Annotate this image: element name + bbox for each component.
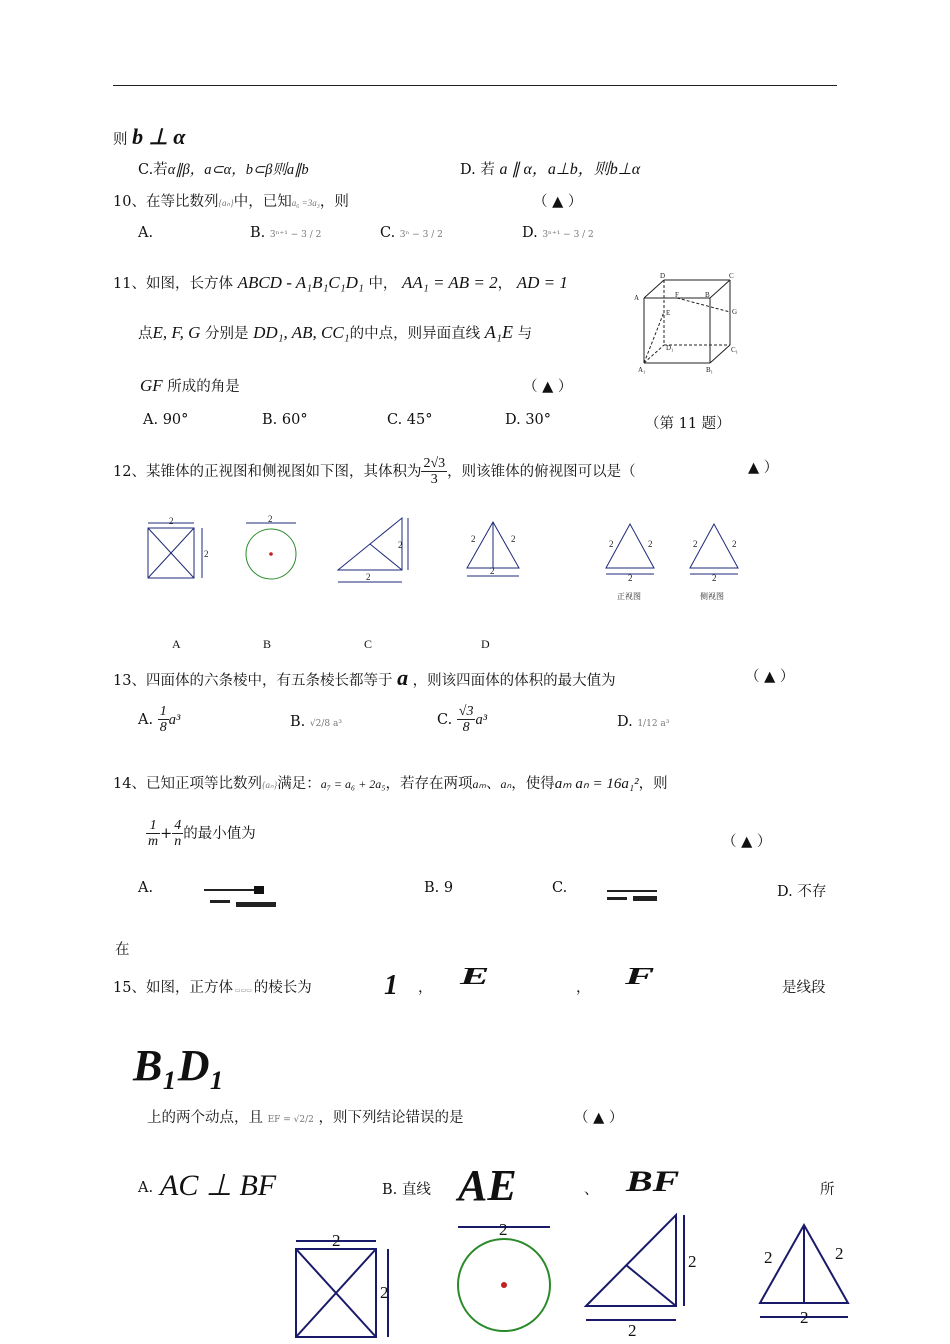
q11-option-b: B. 60° <box>262 412 308 428</box>
q10-option-c <box>380 225 443 241</box>
q11-cond: AA₁ = AB = 2 <box>402 273 498 292</box>
q10-text2: 中，已知 <box>233 194 292 210</box>
front-view-dim-right: 2 <box>648 539 653 549</box>
q15-tail2: 所 <box>820 1182 835 1198</box>
q11-line-gf: GF <box>140 376 163 395</box>
q9-option-c <box>138 158 309 179</box>
q14-text2: 满足： <box>277 776 321 792</box>
big-triangle-inner <box>626 1265 676 1306</box>
q12-volume <box>421 456 447 488</box>
q15-text: 15、如图，正方体 <box>113 980 233 996</box>
q15-line2 <box>147 1106 464 1127</box>
fig-d-dim-label-left: 2 <box>471 534 476 544</box>
q9-tail-text: 则 <box>113 132 128 148</box>
fig-a-dim-label-top: 2 <box>169 516 174 526</box>
q15-opta-math: AC ⊥ BF <box>160 1169 277 1202</box>
front-view-dim-left: 2 <box>609 539 614 549</box>
edge-bc <box>710 280 730 298</box>
q12-stem <box>113 456 636 488</box>
q14-d1: m <box>148 834 159 850</box>
q9-optc-label: C.若 <box>138 162 168 178</box>
big-triangle-dim-label-right: 2 <box>688 1252 697 1271</box>
label-e: E <box>666 309 671 317</box>
q13-text2: ，则该四面体的体积的最大值为 <box>412 673 616 689</box>
q11-line2a: 点 <box>138 326 153 342</box>
fig-d-dim-label-right: 2 <box>511 534 516 544</box>
q11-line3 <box>140 375 240 396</box>
fig-c-dim-label-bottom: 2 <box>366 572 371 582</box>
side-view-dim-bottom: 2 <box>712 573 717 583</box>
q13-opta-num: 1 <box>159 704 167 719</box>
q14-option-b: B. 9 <box>424 880 454 896</box>
side-view-dim-right: 2 <box>732 539 737 549</box>
q11-text2: 中， <box>368 276 398 292</box>
q9-tail-math: b ⊥ α <box>132 124 186 149</box>
q14-sep: 、 <box>485 776 501 792</box>
q11-option-d: D. 30° <box>505 412 552 428</box>
q15-cond: EF = √2/2 <box>267 1115 314 1125</box>
label-a: A <box>634 294 640 302</box>
q14-wrap: 在 <box>115 942 130 958</box>
q14-cond: a₇ = a₆ + 2a₅ <box>320 777 386 791</box>
q14-n1: 1 <box>146 818 160 834</box>
q11-points: E, F, G <box>152 323 201 342</box>
q14-answer-paren: （ ▲ ） <box>722 834 772 850</box>
q13-optc-label: C. <box>437 711 453 728</box>
q12-text: 12、某锥体的正视图和侧视图如下图，其体积为 <box>113 463 422 480</box>
q11-figure-caption: （第 11 题） <box>645 416 731 432</box>
q15-sep: 、 <box>584 1182 599 1198</box>
big-circle-center <box>501 1282 507 1288</box>
label-a1: A₁ <box>638 366 646 374</box>
q10-cond: a₆ =3a₃ <box>291 198 320 208</box>
q15-answer-paren: （ ▲ ） <box>574 1110 624 1126</box>
q10-optb-label: B. <box>250 225 266 241</box>
q11-stem: 11、如图，长方体 ABCD - A₁B₁C₁D₁ 中， AA₁ = AB = 2， AD = 1 <box>113 273 568 292</box>
q10-option-b <box>250 225 321 241</box>
q13-opta-label: A. <box>138 711 154 728</box>
q12-front-caption: 正视图 <box>617 592 641 601</box>
q10-stem <box>113 190 349 211</box>
q13-optb-math: √2/8 a³ <box>309 719 342 729</box>
q13-optc-frac <box>457 704 476 736</box>
fig-a-dim-label-right: 2 <box>204 549 209 559</box>
q10-optd-math: 3ⁿ⁺¹ − 3 / 2 <box>542 230 594 240</box>
q9-optd-label: D. 若 <box>460 162 495 178</box>
q13-option-b <box>290 714 342 730</box>
q13-optc-num: √3 <box>458 704 474 719</box>
q11-line2c: 的中点，则异面直线 <box>349 326 481 342</box>
big-iso-dim-label-bottom: 2 <box>800 1308 809 1327</box>
label-d1: D₁ <box>666 344 674 352</box>
q13-option-d <box>617 714 669 730</box>
q11-cond2: AD = 1 <box>516 273 568 292</box>
q11-line2 <box>138 322 532 343</box>
header-rule <box>113 85 837 86</box>
big-circle-dim-label: 2 <box>499 1220 508 1239</box>
q14-option-d: D. 不存 <box>777 884 827 900</box>
q13-opta-den: 8 <box>159 720 167 736</box>
q14-optc-garbled <box>603 886 663 908</box>
q15-line2-text: 上的两个动点，且 <box>147 1110 263 1126</box>
q12-vol-den: 3 <box>430 472 438 488</box>
front-view-dim-bottom: 2 <box>628 573 633 583</box>
q14-cond2: aₘ aₙ = 16a₁² <box>554 776 639 792</box>
q14-n2: 4 <box>174 818 182 833</box>
q11-edges: DD₁, AB, CC₁ <box>253 323 350 342</box>
q14-seq: {aₙ} <box>261 780 278 790</box>
q9-optc-math: α∥β，a⊂α，b⊂β则a∥b <box>167 162 309 178</box>
q10-seq: {aₙ} <box>218 198 234 208</box>
q14-plus: + <box>160 825 173 842</box>
q15-edge: 1 <box>384 970 398 1001</box>
big-iso-dim-label-left: 2 <box>764 1248 773 1267</box>
fig-d-dim-label-bottom: 2 <box>490 566 495 576</box>
q10-option-a: A. <box>138 225 154 241</box>
q15-f: F <box>625 962 655 990</box>
q14-stem <box>113 772 668 793</box>
q15-sep1: ， <box>418 980 433 996</box>
q12-figures <box>140 510 760 610</box>
q12-text2: ，则该锥体的俯视图可以是（ <box>447 463 636 480</box>
q14-text6: 的最小值为 <box>183 825 256 842</box>
segment-a1e <box>644 312 664 363</box>
q9-tail <box>113 124 185 150</box>
q14-text5: ，则 <box>638 776 668 792</box>
q15-text2: 的棱长为 <box>253 980 312 996</box>
fig-b-center <box>269 552 273 556</box>
q10-optb-math: 3ⁿ⁺¹ − 3 / 2 <box>269 230 322 240</box>
q11-option-c: C. 45° <box>387 412 433 428</box>
q14-an: aₙ <box>500 777 512 791</box>
segment-fg <box>677 298 730 312</box>
q15-option-b: B. 直线 <box>382 1182 431 1198</box>
big-square-dim-label-right: 2 <box>380 1283 389 1302</box>
q13-opta-tail: a³ <box>168 711 181 728</box>
q13-optc-den: 8 <box>462 720 470 736</box>
label-c: C <box>729 272 734 280</box>
label-g: G <box>732 308 738 316</box>
q14-frac2 <box>172 818 183 850</box>
label-f: F <box>675 291 679 299</box>
q13-opta-frac <box>158 704 169 736</box>
label-b: B <box>705 291 710 299</box>
q14-text3: ，若存在两项 <box>385 776 473 792</box>
q12-option-b: B <box>263 637 272 651</box>
q15-tail: 是线段 <box>782 980 826 996</box>
q12-option-d: D <box>481 637 490 651</box>
q13-text: 13、四面体的六条棱中，有五条棱长都等于 <box>113 673 393 689</box>
q10-optd-label: D. <box>522 225 538 241</box>
q14-frac1 <box>146 818 160 850</box>
q12-answer-paren: ▲ ） <box>748 460 779 476</box>
q13-optb-label: B. <box>290 714 306 730</box>
q14-d2: n <box>174 834 182 850</box>
q13-stem <box>113 665 616 691</box>
q15-segment: B₁D₁ <box>133 1041 225 1090</box>
label-d: D <box>660 272 666 280</box>
q15-line2b: ，则下列结论错误的是 <box>318 1110 464 1126</box>
fig-c-dim-label-right: 2 <box>398 540 403 550</box>
bottom-figures <box>280 1205 880 1344</box>
q10-text: 10、在等比数列 <box>113 194 219 210</box>
q10-option-d <box>522 225 594 241</box>
edge-a1d1 <box>644 345 664 363</box>
q11-line-a1e: A₁E <box>484 322 513 342</box>
q12-option-a: A <box>172 637 181 651</box>
q15-option-a: A. <box>138 1180 154 1196</box>
q13-answer-paren: （ ▲ ） <box>745 669 795 685</box>
edge-b1c1 <box>710 345 730 363</box>
q13-optd-label: D. <box>617 714 633 730</box>
q9-option-d <box>460 156 640 179</box>
q10-text3: ，则 <box>319 194 349 210</box>
q14-option-a: A. <box>138 880 154 896</box>
q14-option-c: C. <box>552 880 568 896</box>
big-triangle <box>586 1215 676 1306</box>
q11-text: 11、如图，长方体 <box>113 276 233 292</box>
q14-text4: ，使得 <box>511 776 555 792</box>
big-iso-dim-label-right: 2 <box>835 1244 844 1263</box>
q11-line2d: 与 <box>517 326 533 342</box>
q10-answer-paren: （ ▲ ） <box>533 194 583 210</box>
q15-line-bf: BF <box>626 1163 680 1198</box>
q15-stem: 15、如图，正方体 ▭▭▭ 的棱长为 <box>113 980 312 996</box>
q11-answer-paren: （ ▲ ） <box>523 379 573 395</box>
q13-optc-tail: a³ <box>475 711 488 728</box>
q13-option-c <box>437 704 487 736</box>
q12-option-c: C <box>364 637 373 651</box>
q11-line3-text: 所成的角是 <box>167 379 240 395</box>
q13-var: a <box>397 665 409 690</box>
q14-opta-garbled <box>204 884 280 912</box>
q14-text: 14、已知正项等比数列 <box>113 776 262 792</box>
q10-optc-math: 3ⁿ − 3 / 2 <box>399 230 443 240</box>
q15-sep2: ， <box>576 980 591 996</box>
q11-option-a: A. 90° <box>143 412 189 428</box>
q15-line-ae: AE <box>458 1161 517 1210</box>
q11-cuboid-figure <box>630 270 745 375</box>
label-b1: B₁ <box>706 366 714 374</box>
label-c1: C₁ <box>731 346 739 354</box>
fig-b-dim-label: 2 <box>268 514 273 524</box>
q10-optc-label: C. <box>380 225 396 241</box>
q13-option-a <box>138 704 180 736</box>
q15-e: E <box>460 962 490 990</box>
q9-optd-math: a ∥ α，a⊥b，则b⊥α <box>499 161 641 178</box>
q14-am: aₘ <box>472 777 486 791</box>
q13-optd-math: 1/12 a³ <box>637 719 670 729</box>
q14-expression <box>146 818 256 850</box>
q11-line2b: 分别是 <box>204 326 249 342</box>
q12-side-caption: 侧视图 <box>700 592 724 601</box>
big-square-dim-label-top: 2 <box>332 1231 341 1250</box>
edge-ad <box>644 280 664 298</box>
q11-solid: ABCD - A₁B₁C₁D₁ <box>237 273 364 292</box>
big-triangle-dim-label-bottom: 2 <box>628 1321 637 1340</box>
q12-vol-num: 2√3 <box>423 456 446 471</box>
side-view-dim-left: 2 <box>693 539 698 549</box>
